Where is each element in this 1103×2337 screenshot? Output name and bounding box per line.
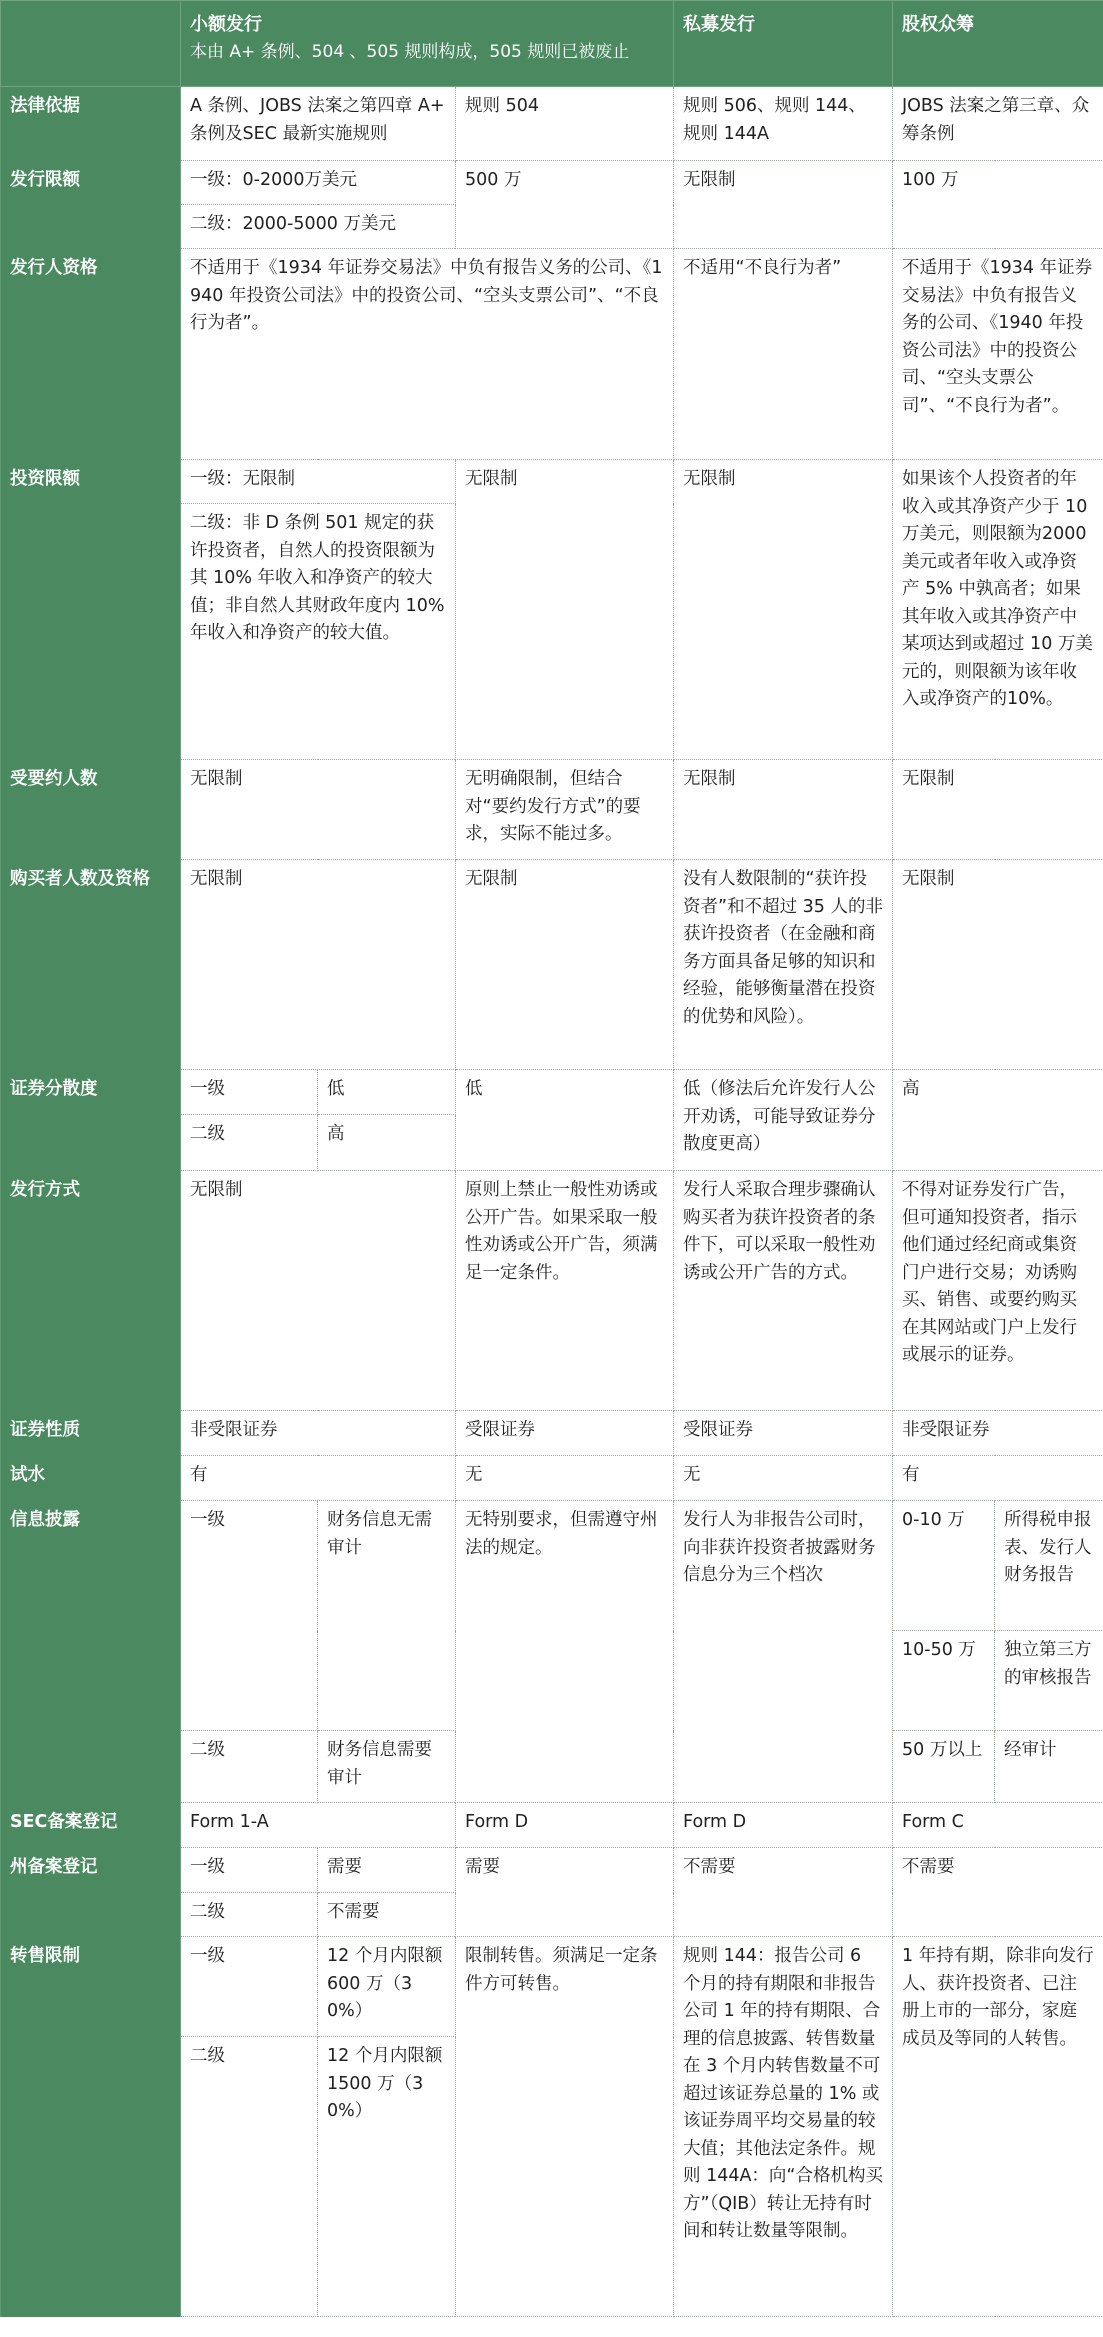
- header-small-offering-subtitle: 本由 A+ 条例、504 、505 规则构成，505 规则已被废止: [190, 41, 630, 62]
- cell-dispersion-tier2: 二级: [181, 1115, 318, 1171]
- table-row: [1, 1070, 1103, 1115]
- cell-offering-limit-tier1: 一级：0-2000万美元: [181, 161, 456, 205]
- cell-resale-private: 规则 144：报告公司 6 个月的持有期限和非报告公司 1 年的持有期限、合理的信息披露、转售数量在 3 个月内转售数量不可超过该证券总量的 1% 或该证券周平均交易量的较大值；其他法定条件。规则 144A：向“合格机构买方”（QIB）转让无持有时间和转让数量等限制。: [674, 1937, 893, 2317]
- cell-disclosure-crowd-r3-value: 经审计: [995, 1731, 1103, 1803]
- cell-legal-basis-a-plus: A 条例、JOBS 法案之第四章 A+ 条例及SEC 最新实施规则: [181, 87, 456, 161]
- cell-sec-registration-private: Form D: [674, 1803, 893, 1848]
- cell-dispersion-tier2-value: 高: [318, 1115, 456, 1171]
- table-row: [1, 760, 1103, 860]
- cell-offering-limit-tier2: 二级：2000-5000 万美元: [181, 205, 456, 249]
- cell-offering-limit-rule504: 500 万: [456, 161, 674, 249]
- cell-issuer-qualification-private: 不适用“不良行为者”: [674, 249, 893, 460]
- cell-investment-limit-private: 无限制: [674, 460, 893, 760]
- row-label-offerees: 受要约人数: [1, 760, 181, 860]
- cell-sec-registration-a-plus: Form 1-A: [181, 1803, 456, 1848]
- row-label-sec-registration: SEC备案登记: [1, 1803, 181, 1848]
- table-row: [1, 1937, 1103, 2037]
- header-corner: [1, 1, 181, 87]
- cell-dispersion-tier1: 一级: [181, 1070, 318, 1115]
- cell-state-registration-private: 不需要: [674, 1848, 893, 1937]
- cell-testing-crowd: 有: [893, 1456, 1103, 1501]
- cell-issuer-qualification-crowd: 不适用于《1934 年证券交易法》中负有报告义务的公司、《1940 年投资公司法》中的投资公司、“空头支票公司”、“不良行为者”。: [893, 249, 1103, 460]
- cell-disclosure-tier2: 二级: [181, 1731, 318, 1803]
- cell-offerees-crowd: 无限制: [893, 760, 1103, 860]
- cell-disclosure-private: 发行人为非报告公司时，向非获许投资者披露财务信息分为三个档次: [674, 1501, 893, 1803]
- cell-state-registration-rule504: 需要: [456, 1848, 674, 1937]
- header-small-offering-title: 小额发行: [190, 14, 262, 35]
- cell-resale-tier1-value: 12 个月内限额600 万（30%）: [318, 1937, 456, 2037]
- row-label-resale: 转售限制: [1, 1937, 181, 2317]
- cell-purchasers-crowd: 无限制: [893, 860, 1103, 1070]
- cell-investment-limit-crowd: 如果该个人投资者的年收入或其净资产少于 10 万美元，则限额为2000 美元或者年收入或净资产 5% 中孰高者；如果其年收入或其净资产中某项达到或超过 10 万美元的，则限额为该年收入或净资产的10%。: [893, 460, 1103, 760]
- cell-legal-basis-rule504: 规则 504: [456, 87, 674, 161]
- table-row: [1, 1803, 1103, 1848]
- cell-purchasers-rule504: 无限制: [456, 860, 674, 1070]
- row-label-disclosure: 信息披露: [1, 1501, 181, 1803]
- cell-offering-method-private: 发行人采取合理步骤确认购买者为获许投资者的条件下，可以采取一般性劝诱或公开广告的方式。: [674, 1171, 893, 1411]
- table-row: [1, 1411, 1103, 1456]
- cell-issuer-qualification-small: 不适用于《1934 年证券交易法》中负有报告义务的公司、《1940 年投资公司法》中的投资公司、“空头支票公司”、“不良行为者”。: [181, 249, 674, 460]
- cell-resale-tier2: 二级: [181, 2037, 318, 2317]
- cell-investment-limit-rule504: 无限制: [456, 460, 674, 760]
- cell-disclosure-crowd-r3: 50 万以上: [893, 1731, 995, 1803]
- table-row: [1, 1501, 1103, 1631]
- cell-offering-method-crowd: 不得对证券发行广告，但可通知投资者，指示他们通过经纪商或集资门户进行交易；劝诱购买、销售、或要约购买在其网站或门户上发行或展示的证券。: [893, 1171, 1103, 1411]
- row-label-dispersion: 证券分散度: [1, 1070, 181, 1171]
- cell-disclosure-tier1: 一级: [181, 1501, 318, 1731]
- header-equity-crowdfunding-title: 股权众筹: [902, 14, 974, 35]
- row-label-purchasers: 购买者人数及资格: [1, 860, 181, 1070]
- cell-investment-limit-tier2: 二级：非 D 条例 501 规定的获许投资者，自然人的投资限额为其 10% 年收入和净资产的较大值；非自然人其财政年度内 10% 年收入和净资产的较大值。: [181, 504, 456, 760]
- cell-offering-method-rule504: 原则上禁止一般性劝诱或公开广告。如果采取一般性劝诱或公开广告，须满足一定条件。: [456, 1171, 674, 1411]
- table-row: [1, 460, 1103, 504]
- header-equity-crowdfunding: [893, 1, 1103, 87]
- row-label-offering-limit: 发行限额: [1, 161, 181, 249]
- cell-resale-crowd: 1 年持有期，除非向发行人、获许投资者、已注册上市的一部分，家庭成员及等同的人转售。: [893, 1937, 1103, 2317]
- cell-nature-a-plus: 非受限证券: [181, 1411, 456, 1456]
- row-label-testing: 试水: [1, 1456, 181, 1501]
- row-label-nature: 证券性质: [1, 1411, 181, 1456]
- table-row: [1, 87, 1103, 161]
- row-label-state-registration: 州备案登记: [1, 1848, 181, 1937]
- table-row: [1, 249, 1103, 460]
- cell-resale-rule504: 限制转售。须满足一定条件方可转售。: [456, 1937, 674, 2317]
- cell-offering-limit-crowd: 100 万: [893, 161, 1103, 249]
- table-row: [1, 1848, 1103, 1893]
- cell-legal-basis-private: 规则 506、规则 144、规则 144A: [674, 87, 893, 161]
- cell-purchasers-private: 没有人数限制的“获许投资者”和不超过 35 人的非获许投资者（在金融和商务方面具备足够的知识和经验，能够衡量潜在投资的优势和风险）。: [674, 860, 893, 1070]
- cell-dispersion-private: 低（修法后允许发行人公开劝诱，可能导致证券分散度更高）: [674, 1070, 893, 1171]
- header-private-offering: [674, 1, 893, 87]
- cell-dispersion-rule504: 低: [456, 1070, 674, 1171]
- table-row: [1, 1456, 1103, 1501]
- cell-state-registration-tier1: 一级: [181, 1848, 318, 1893]
- cell-testing-a-plus: 有: [181, 1456, 456, 1501]
- cell-state-registration-crowd: 不需要: [893, 1848, 1103, 1937]
- cell-nature-rule504: 受限证券: [456, 1411, 674, 1456]
- cell-testing-private: 无: [674, 1456, 893, 1501]
- cell-resale-tier2-value: 12 个月内限额1500 万（30%）: [318, 2037, 456, 2317]
- cell-nature-private: 受限证券: [674, 1411, 893, 1456]
- header-private-offering-title: 私募发行: [683, 14, 755, 35]
- cell-disclosure-crowd-r2-value: 独立第三方的审核报告: [995, 1631, 1103, 1731]
- cell-offering-limit-private: 无限制: [674, 161, 893, 249]
- cell-dispersion-crowd: 高: [893, 1070, 1103, 1171]
- cell-purchasers-a-plus: 无限制: [181, 860, 456, 1070]
- cell-sec-registration-crowd: Form C: [893, 1803, 1103, 1848]
- table-row: [1, 1171, 1103, 1411]
- cell-offerees-private: 无限制: [674, 760, 893, 860]
- cell-sec-registration-rule504: Form D: [456, 1803, 674, 1848]
- cell-resale-tier1: 一级: [181, 1937, 318, 2037]
- cell-offering-method-a-plus: 无限制: [181, 1171, 456, 1411]
- cell-testing-rule504: 无: [456, 1456, 674, 1501]
- cell-offerees-a-plus: 无限制: [181, 760, 456, 860]
- cell-disclosure-crowd-r1: 0-10 万: [893, 1501, 995, 1631]
- row-label-legal-basis: 法律依据: [1, 87, 181, 161]
- cell-disclosure-crowd-r2: 10-50 万: [893, 1631, 995, 1731]
- cell-state-registration-tier2: 二级: [181, 1893, 318, 1937]
- cell-dispersion-tier1-value: 低: [318, 1070, 456, 1115]
- cell-legal-basis-crowd: JOBS 法案之第三章、众筹条例: [893, 87, 1103, 161]
- cell-nature-crowd: 非受限证券: [893, 1411, 1103, 1456]
- cell-disclosure-tier2-value: 财务信息需要审计: [318, 1731, 456, 1803]
- table-row: [1, 860, 1103, 1070]
- cell-disclosure-rule504: 无特别要求，但需遵守州法的规定。: [456, 1501, 674, 1803]
- row-label-offering-method: 发行方式: [1, 1171, 181, 1411]
- cell-offerees-rule504: 无明确限制，但结合对“要约发行方式”的要求，实际不能过多。: [456, 760, 674, 860]
- table-header-row: [1, 1, 1103, 87]
- header-small-offering: [181, 1, 674, 87]
- cell-investment-limit-tier1: 一级：无限制: [181, 460, 456, 504]
- cell-state-registration-tier2-value: 不需要: [318, 1893, 456, 1937]
- cell-state-registration-tier1-value: 需要: [318, 1848, 456, 1893]
- row-label-investment-limit: 投资限额: [1, 460, 181, 760]
- table-row: [1, 161, 1103, 205]
- cell-disclosure-crowd-r1-value: 所得税申报表、发行人财务报告: [995, 1501, 1103, 1631]
- row-label-issuer-qualification: 发行人资格: [1, 249, 181, 460]
- cell-disclosure-tier1-value: 财务信息无需审计: [318, 1501, 456, 1731]
